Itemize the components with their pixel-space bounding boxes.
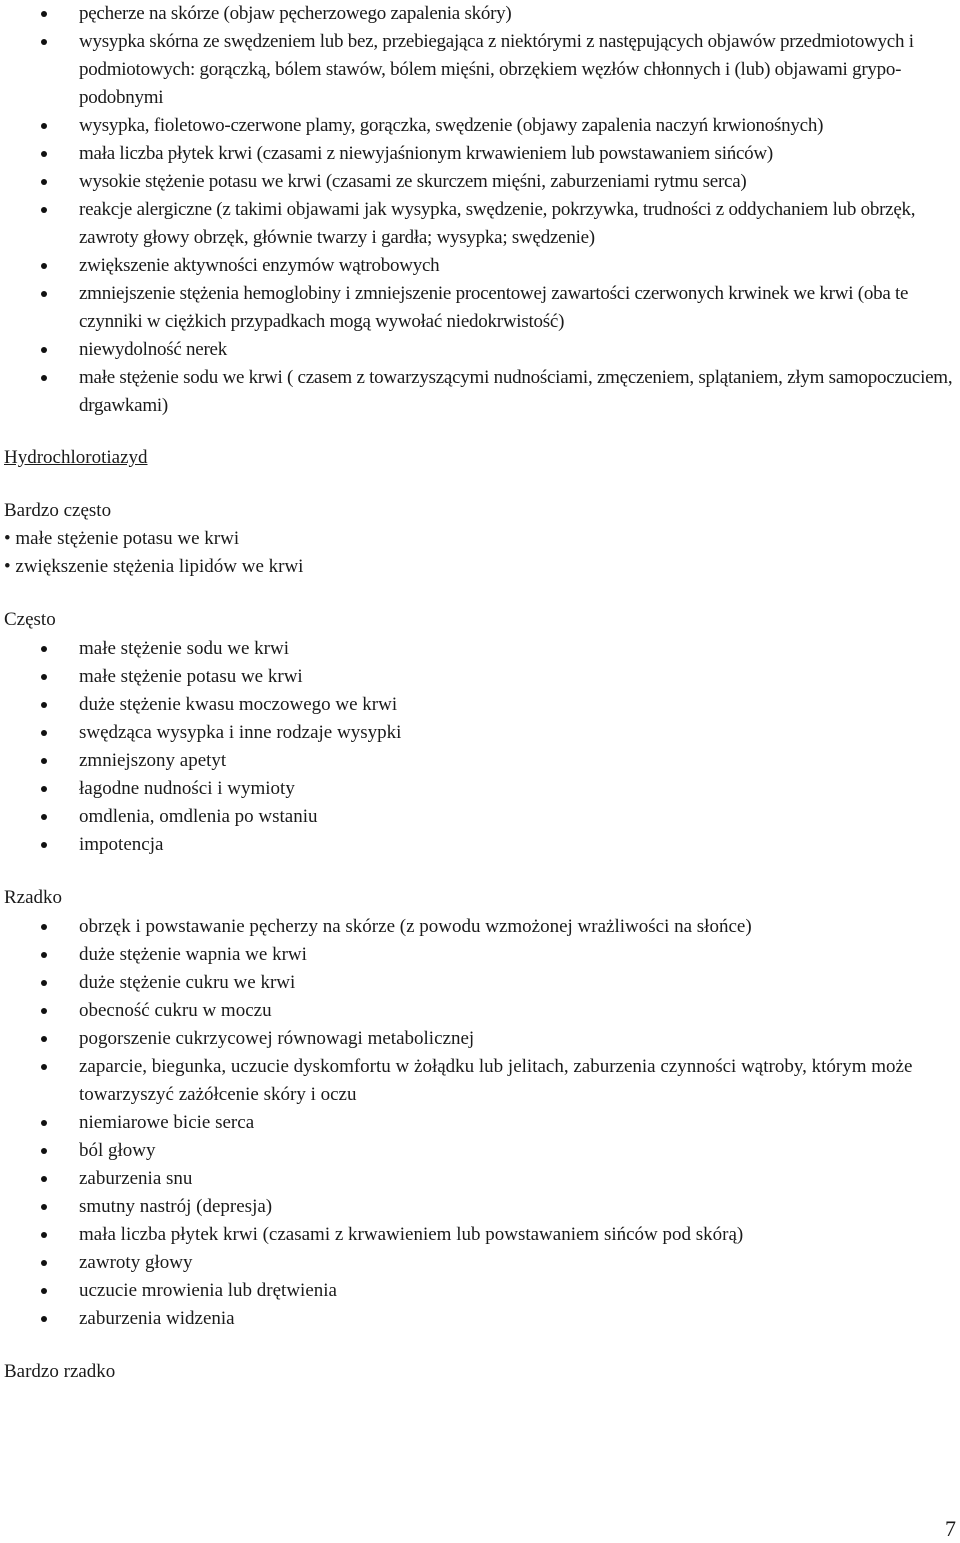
list-item: duże stężenie kwasu moczowego we krwi: [0, 691, 960, 719]
list-item: • zwiększenie stężenia lipidów we krwi: [4, 556, 304, 577]
list-item: obecność cukru w moczu: [0, 997, 960, 1025]
list-item: uczucie mrowienia lub drętwienia: [0, 1277, 960, 1305]
side-effects-list-top: [0, 0, 960, 420]
list-item: łagodne nudności i wymioty: [0, 775, 960, 803]
list-item: zmniejszenie stężenia hemoglobiny i zmniejszenie procentowej zawartości czerwonych krwinek we krwi (oba te czynniki w ciężkich przypadkach mogą wywołać niedokrwistość): [0, 280, 960, 336]
list-item: pogorszenie cukrzycowej równowagi metabolicznej: [0, 1025, 960, 1053]
list-item: obrzęk i powstawanie pęcherzy na skórze (z powodu wzmożonej wrażliwości na słońce): [0, 913, 960, 941]
list-item: wysokie stężenie potasu we krwi (czasami ze skurczem mięśni, zaburzeniami rytmu serca): [0, 168, 960, 196]
list-item: wysypka, fioletowo-czerwone plamy, gorączka, swędzenie (objawy zapalenia naczyń krwionośnych): [0, 112, 960, 140]
frequency-heading-rare: Rzadko: [4, 887, 63, 908]
list-item: duże stężenie wapnia we krwi: [0, 941, 960, 969]
list-item: omdlenia, omdlenia po wstaniu: [0, 803, 960, 831]
frequency-heading-very-common: Bardzo często: [4, 500, 112, 521]
section-title-hydrochlorotiazyd: Hydrochlorotiazyd: [4, 447, 148, 468]
list-item: pęcherze na skórze (objaw pęcherzowego zapalenia skóry): [0, 0, 960, 28]
list-item: reakcje alergiczne (z takimi objawami jak wysypka, swędzenie, pokrzywka, trudności z oddychaniem lub obrzęk, zawroty głowy obrzęk, głównie twarzy i gardła; wysypka; swędzenie): [0, 196, 960, 252]
list-item: mała liczba płytek krwi (czasami z krwawieniem lub powstawaniem sińców pod skórą): [0, 1221, 960, 1249]
list-item: mała liczba płytek krwi (czasami z niewyjaśnionym krwawieniem lub powstawaniem sińców): [0, 140, 960, 168]
list-item: małe stężenie sodu we krwi ( czasem z towarzyszącymi nudnościami, zmęczeniem, splątaniem, złym samopoczuciem, drgawkami): [0, 364, 960, 420]
list-item: małe stężenie potasu we krwi: [0, 663, 960, 691]
list-item: • małe stężenie potasu we krwi: [4, 528, 240, 549]
rare-list: [0, 913, 960, 1333]
list-item: zmniejszony apetyt: [0, 747, 960, 775]
list-item: smutny nastrój (depresja): [0, 1193, 960, 1221]
common-list: [0, 635, 960, 859]
list-item: zaburzenia widzenia: [0, 1305, 960, 1333]
list-item: zwiększenie aktywności enzymów wątrobowych: [0, 252, 960, 280]
list-item: swędząca wysypka i inne rodzaje wysypki: [0, 719, 960, 747]
very-common-list: [0, 525, 960, 581]
list-item: zaparcie, biegunka, uczucie dyskomfortu w żołądku lub jelitach, zaburzenia czynności wątroby, którym może towarzyszyć zażółcenie skóry i oczu: [0, 1053, 960, 1109]
list-item: niemiarowe bicie serca: [0, 1109, 960, 1137]
list-item: duże stężenie cukru we krwi: [0, 969, 960, 997]
list-item: zawroty głowy: [0, 1249, 960, 1277]
list-item: niewydolność nerek: [0, 336, 960, 364]
page-number: 7: [945, 1516, 956, 1541]
frequency-heading-common: Często: [4, 609, 56, 630]
list-item: impotencja: [0, 831, 960, 859]
list-item: małe stężenie sodu we krwi: [0, 635, 960, 663]
list-item: wysypka skórna ze swędzeniem lub bez, przebiegająca z niektórymi z następujących objawów przedmiotowych i podmiotowych: gorączką, bólem stawów, bólem mięśni, obrzękiem węzłów chłonnych i (lub) objawami grypo-podobnymi: [0, 28, 960, 112]
list-item: ból głowy: [0, 1137, 960, 1165]
frequency-heading-very-rare: Bardzo rzadko: [4, 1361, 116, 1382]
list-item: zaburzenia snu: [0, 1165, 960, 1193]
